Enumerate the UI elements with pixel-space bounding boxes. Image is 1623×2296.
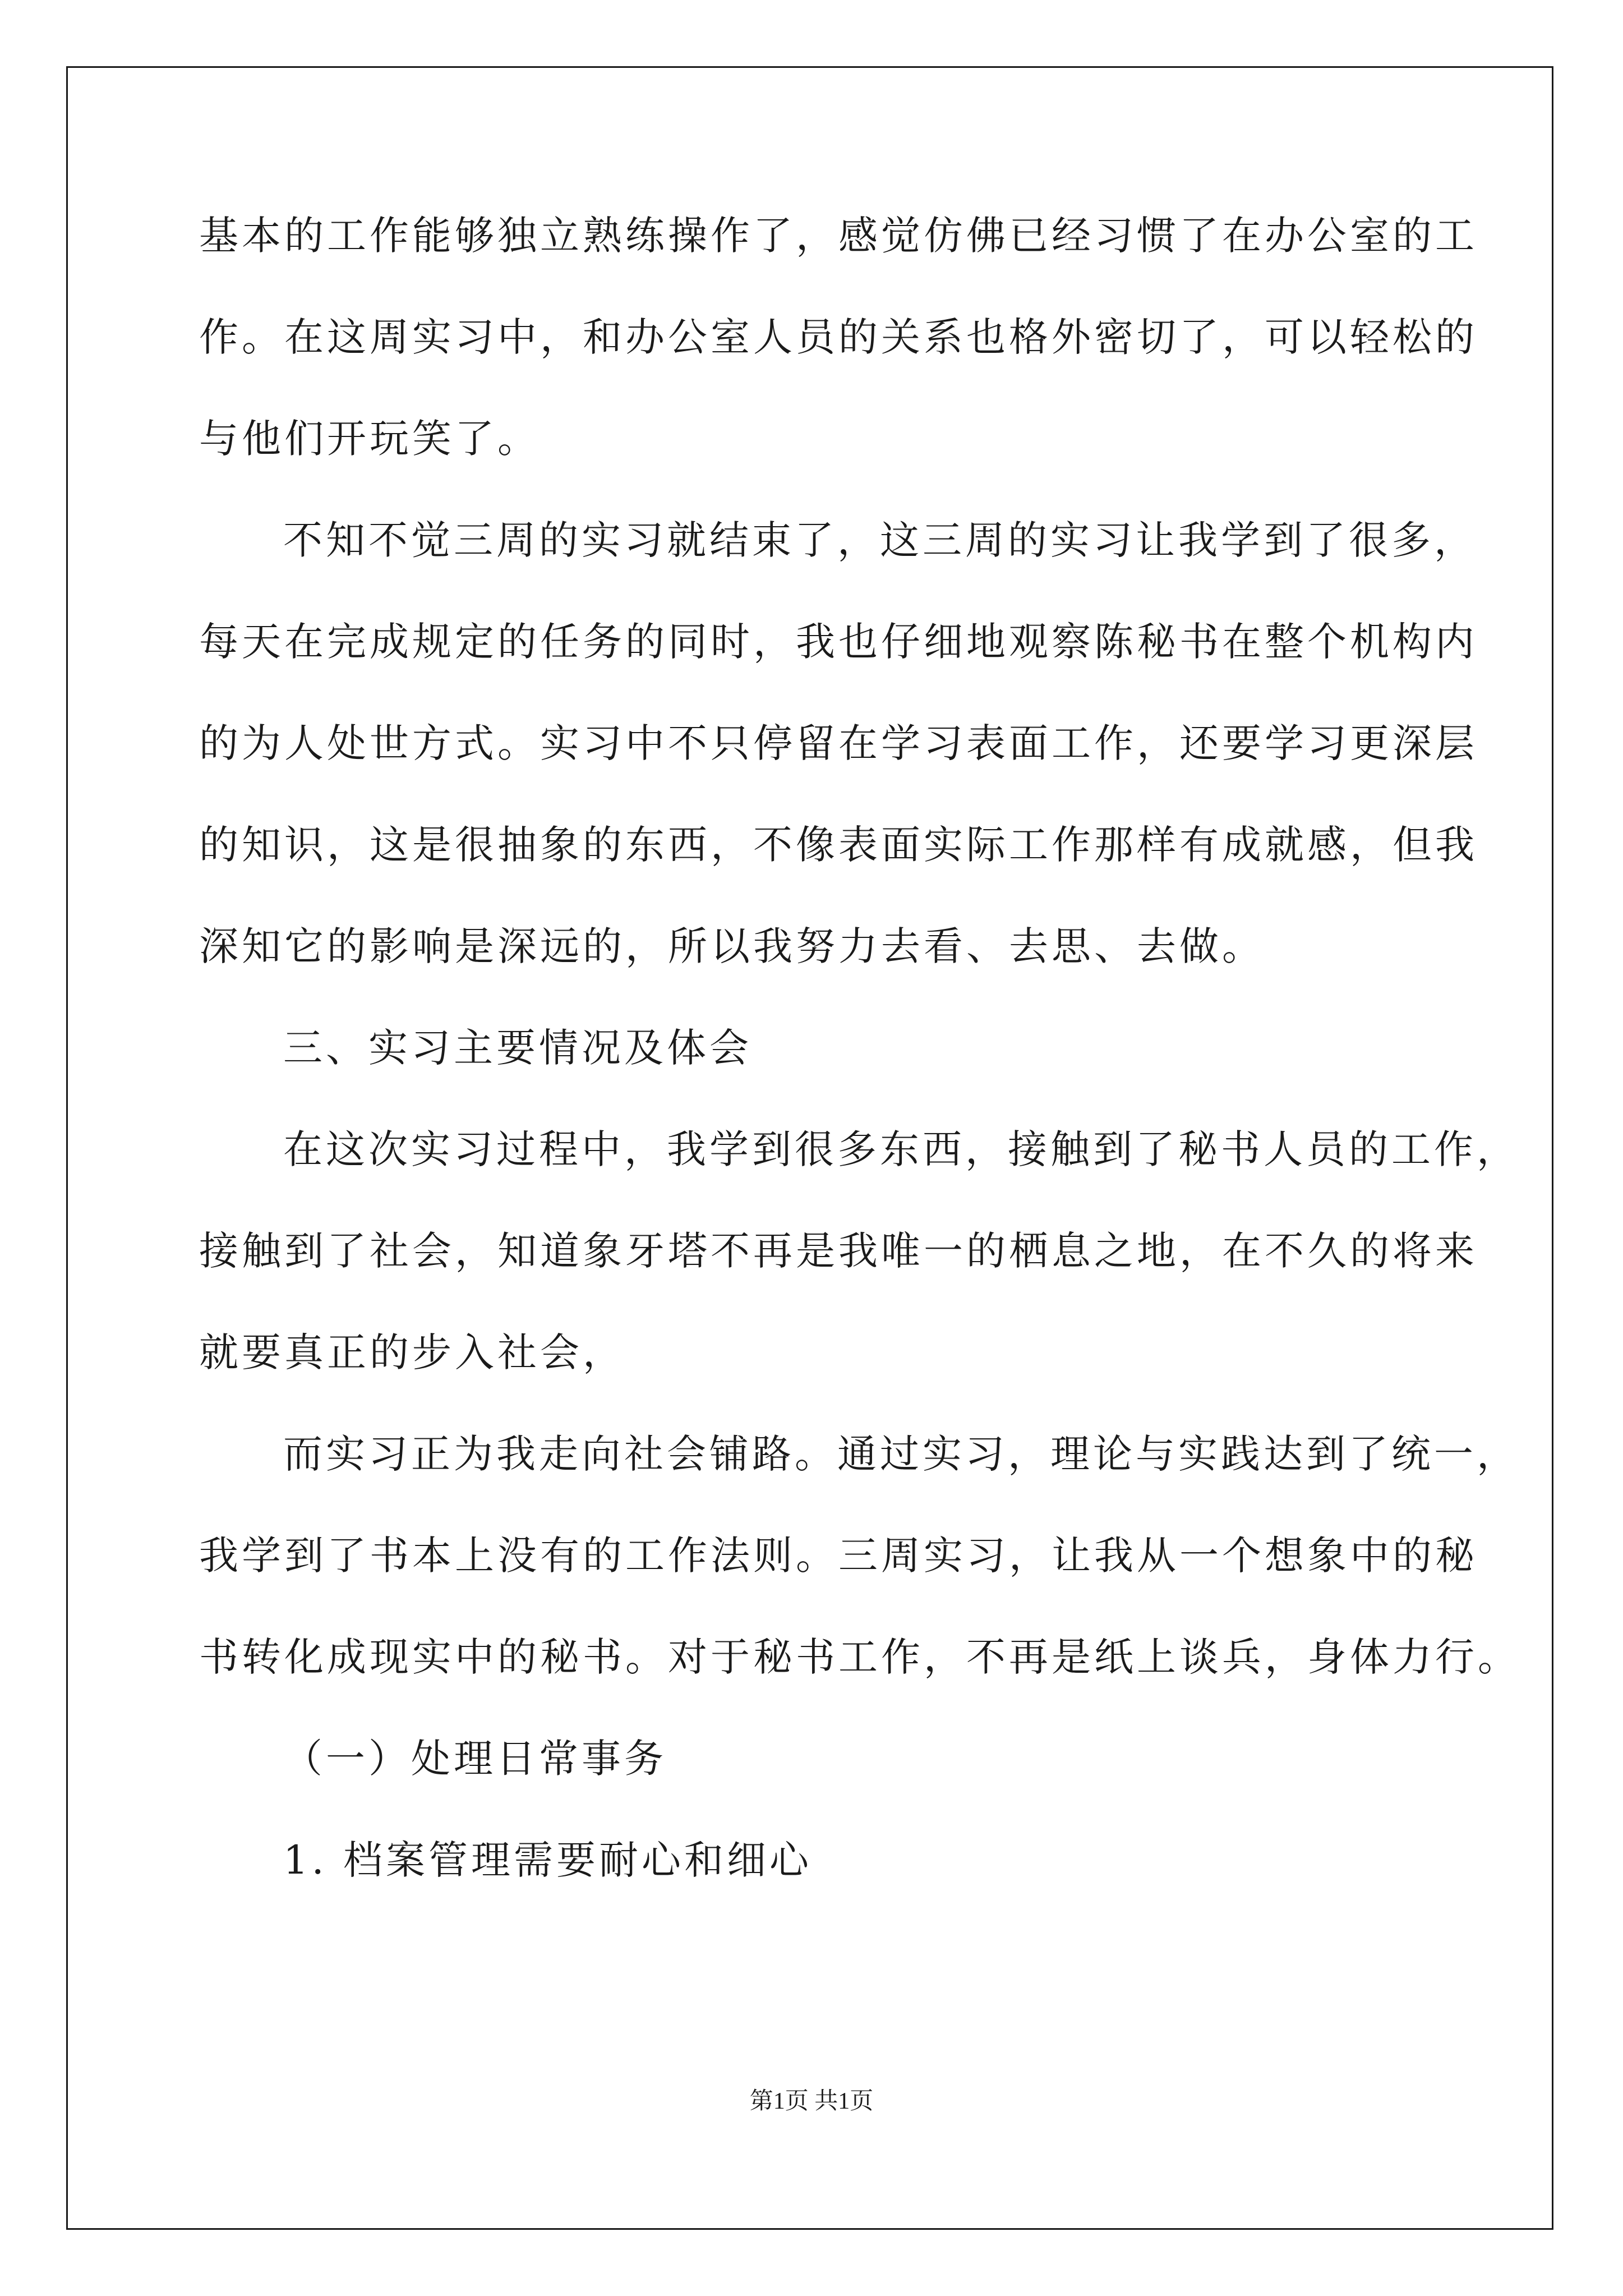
body-line: 就要真正的步入社会， (199, 1329, 625, 1375)
body-line: 接触到了社会，知道象牙塔不再是我唯一的栖息之地，在不久的将来 (199, 1228, 1478, 1274)
paragraph-first-line: 在这次实习过程中，我学到很多东西，接触到了秘书人员的工作， (283, 1126, 1519, 1172)
section-heading: 三、实习主要情况及体会 (283, 1025, 752, 1071)
document-body (199, 185, 1520, 1911)
body-line: 我学到了书本上没有的工作法则。三周实习，让我从一个想象中的秘 (199, 1533, 1478, 1579)
paragraph-first-line: 不知不觉三周的实习就结束了，这三周的实习让我学到了很多， (283, 517, 1477, 563)
body-line: 基本的工作能够独立熟练操作了，感觉仿佛已经习惯了在办公室的工 (199, 213, 1478, 259)
subsection-heading: （一）处理日常事务 (283, 1736, 667, 1782)
body-line: 与他们开玩笑了。 (199, 416, 540, 462)
page-number: 第1页 共1页 (749, 2088, 874, 2114)
body-line: 每天在完成规定的任务的同时，我也仔细地观察陈秘书在整个机构内 (199, 619, 1478, 665)
numbered-item: 1. 档案管理需要耐心和细心 (283, 1837, 813, 1883)
body-line: 的为人处世方式。实习中不只停留在学习表面工作，还要学习更深层 (199, 720, 1478, 766)
body-line: 书转化成现实中的秘书。对于秘书工作，不再是纸上谈兵，身体力行。 (199, 1634, 1520, 1680)
body-line: 作。在这周实习中，和办公室人员的关系也格外密切了，可以轻松的 (199, 314, 1478, 360)
paragraph-first-line: 而实习正为我走向社会铺路。通过实习，理论与实践达到了统一， (283, 1431, 1519, 1477)
body-line: 的知识，这是很抽象的东西，不像表面实际工作那样有成就感，但我 (199, 822, 1478, 868)
body-line: 深知它的影响是深远的，所以我努力去看、去思、去做。 (199, 923, 1265, 969)
